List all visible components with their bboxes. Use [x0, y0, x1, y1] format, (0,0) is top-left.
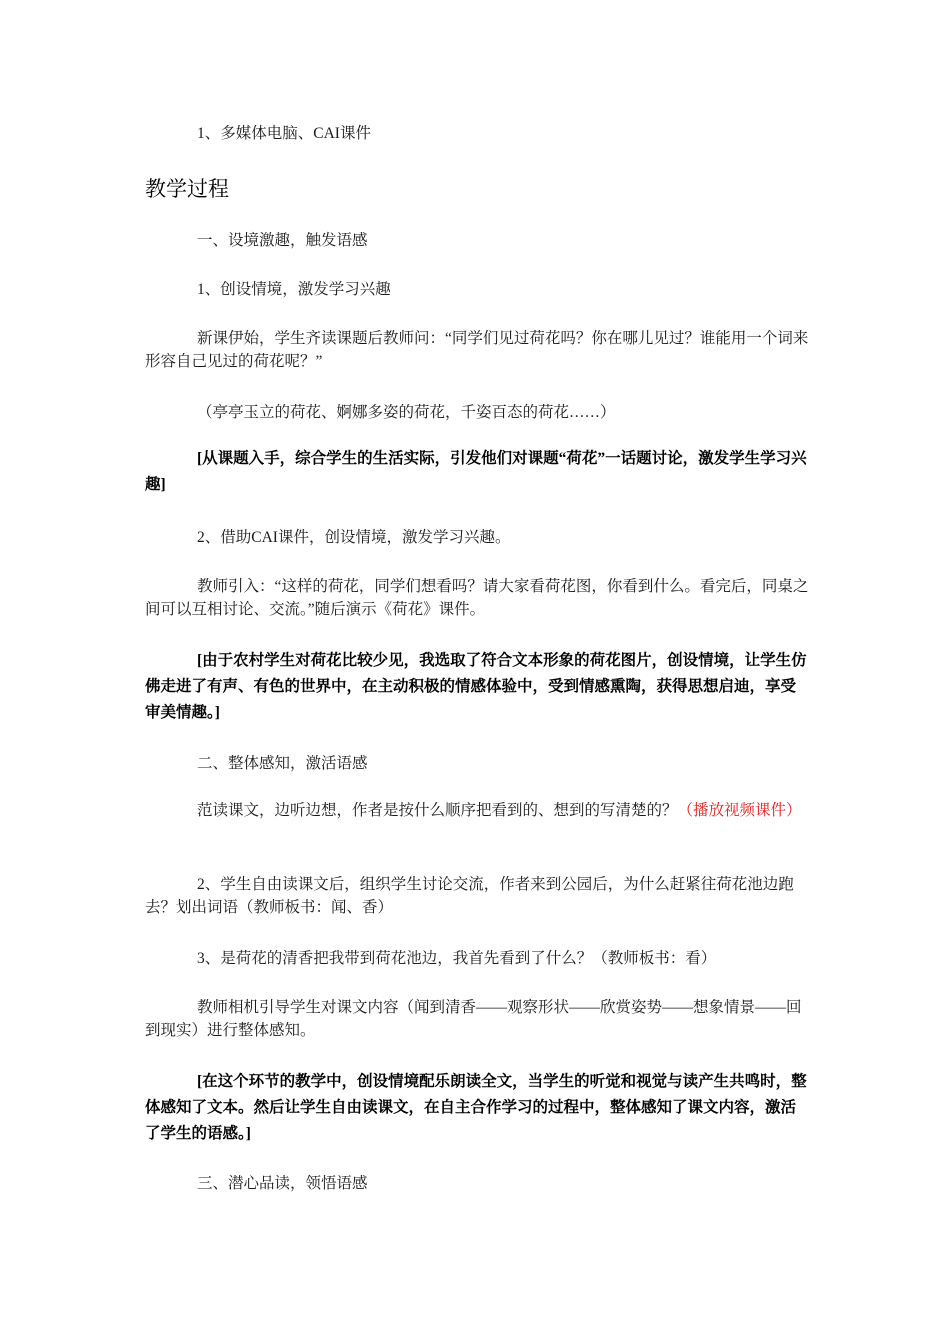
model-reading-text: 范读课文，边听边想，作者是按什么顺序把看到的、想到的写清楚的？ — [197, 802, 678, 819]
paragraph-free-reading: 2、学生自由读课文后，组织学生讨论交流，作者来到公园后，为什么赶紧往荷花池边跑去？划出词语（教师板书：闻、香） — [145, 876, 794, 916]
paragraph-model-reading — [145, 799, 810, 822]
paragraph-overall-perception: 教师相机引导学生对课文内容（闻到清香——观察形状——欣赏姿势——想象情景——回到现实）进行整体感知。 — [145, 999, 802, 1039]
design-note-3: [在这个环节的教学中，创设情境配乐朗读全文，当学生的听觉和视觉与读产生共鸣时，整体感知了文本。然后让学生自由读课文，在自主合作学习的过程中，整体感知了课文内容，激活了学生的语感。] — [145, 1073, 807, 1142]
paragraph-teacher-question: 新课伊始，学生齐读课题后教师问：“同学们见过荷花吗？你在哪儿见过？谁能用一个词来形容自己见过的荷花呢？” — [145, 330, 809, 370]
step-one-sub-1: 1、创设情境，激发学习兴趣 — [197, 281, 391, 298]
section-heading-teaching-process: 教学过程 — [145, 178, 229, 201]
step-three-heading: 三、潜心品读，领悟语感 — [197, 1175, 368, 1192]
play-video-note: （播放视频课件） — [677, 802, 802, 819]
step-one-heading: 一、设境激趣，触发语感 — [197, 232, 368, 249]
design-note-2: [由于农村学生对荷花比较少见，我选取了符合文本形象的荷花图片，创设情境，让学生仿佛走进了有声、有色的世界中，在主动积极的情感体验中，受到情感熏陶，获得思想启迪，享受审美情趣。] — [145, 652, 807, 721]
paragraph-teacher-intro: 教师引入：“这样的荷花，同学们想看吗？请大家看荷花图，你看到什么。看完后，同桌之间可以互相讨论、交流。”随后演示《荷花》课件。 — [145, 578, 809, 618]
step-two-heading: 二、整体感知，激活语感 — [197, 755, 368, 772]
step-one-sub-2: 2、借助CAI课件，创设情境，激发学习兴趣。 — [197, 529, 511, 546]
materials-line: 1、多媒体电脑、CAI课件 — [197, 125, 371, 142]
design-note-1: [从课题入手，综合学生的生活实际，引发他们对课题“荷花”一话题讨论，激发学生学习兴趣] — [145, 450, 807, 493]
paragraph-what-first-seen: 3、是荷花的清香把我带到荷花池边，我首先看到了什么？（教师板书：看） — [197, 950, 717, 967]
paragraph-student-answers: （亭亭玉立的荷花、婀娜多姿的荷花，千姿百态的荷花……） — [197, 404, 616, 421]
